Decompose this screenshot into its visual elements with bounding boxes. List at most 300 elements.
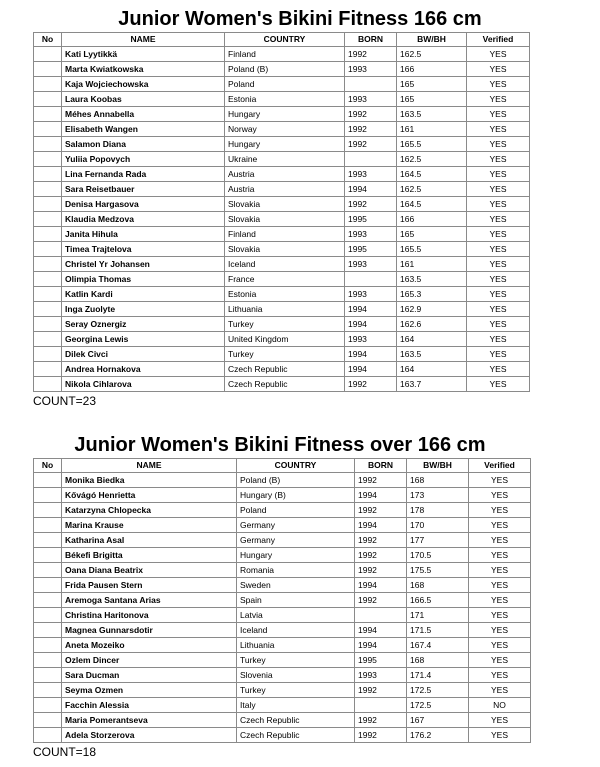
country-cell: Slovakia [225,212,345,227]
verified-cell: YES [469,638,531,653]
table-row [34,713,531,728]
no-cell [34,317,62,332]
verified-cell: YES [467,212,530,227]
verified-cell: YES [469,473,531,488]
born-cell: 1992 [355,548,407,563]
no-cell [34,272,62,287]
name-cell: Marta Kwiatkowska [62,62,225,77]
country-header: COUNTRY [237,459,355,473]
no-cell [34,668,62,683]
born-cell: 1992 [355,533,407,548]
country-cell: Turkey [225,347,345,362]
name-cell: Dilek Civci [62,347,225,362]
name-header: NAME [62,459,237,473]
table-row [34,92,530,107]
no-cell [34,332,62,347]
bw-bh-cell: 165 [397,92,467,107]
name-cell: Marina Krause [62,518,237,533]
born-cell: 1993 [345,332,397,347]
verified-cell: YES [467,167,530,182]
bw-bh-cell: 168 [407,653,469,668]
country-cell: Estonia [225,92,345,107]
verified-cell: YES [469,653,531,668]
bw-bh-cell: 163.5 [397,272,467,287]
born-cell: 1994 [355,638,407,653]
no-cell [34,362,62,377]
no-cell [34,653,62,668]
bw-bh-cell: 164 [397,362,467,377]
table-row [34,287,530,302]
country-cell: Hungary [237,548,355,563]
bw-bh-header: BW/BH [407,459,469,473]
born-cell [345,272,397,287]
bw-bh-cell: 168 [407,578,469,593]
born-cell: 1992 [355,473,407,488]
born-cell: 1994 [355,518,407,533]
born-cell [355,608,407,623]
table-row [34,608,531,623]
country-cell: Austria [225,167,345,182]
verified-cell: YES [467,287,530,302]
country-cell: Romania [237,563,355,578]
country-cell: Lithuania [237,638,355,653]
country-cell: Spain [237,593,355,608]
name-cell: Seyma Ozmen [62,683,237,698]
table-row [34,167,530,182]
verified-cell: YES [469,713,531,728]
name-cell: Aneta Mozeiko [62,638,237,653]
bw-bh-cell: 171 [407,608,469,623]
born-cell: 1993 [345,62,397,77]
name-cell: Kaja Wojciechowska [62,77,225,92]
name-cell: Christel Yr Johansen [62,257,225,272]
verified-cell: YES [467,197,530,212]
bw-bh-cell: 164 [397,332,467,347]
count-label: COUNT=18 [33,745,97,759]
table-row [34,377,530,392]
country-cell: Slovakia [225,197,345,212]
verified-cell: YES [469,668,531,683]
name-cell: Frida Pausen Stern [62,578,237,593]
born-cell: 1995 [345,242,397,257]
no-cell [34,197,62,212]
country-cell: Turkey [237,653,355,668]
born-cell: 1994 [355,623,407,638]
born-cell: 1993 [345,257,397,272]
name-cell: Elisabeth Wangen [62,122,225,137]
table-title: Junior Women's Bikini Fitness over 166 cm [74,434,486,456]
country-cell: United Kingdom [225,332,345,347]
table-row [34,518,531,533]
bw-bh-cell: 167.4 [407,638,469,653]
bw-bh-cell: 170.5 [407,548,469,563]
name-cell: Inga Zuolyte [62,302,225,317]
name-cell: Maria Pomerantseva [62,713,237,728]
verified-cell: YES [469,488,531,503]
name-cell: Laura Koobas [62,92,225,107]
country-cell: Hungary [225,137,345,152]
table-row [34,347,530,362]
verified-cell: YES [469,578,531,593]
no-cell [34,533,62,548]
name-cell: Oana Diana Beatrix [62,563,237,578]
name-cell: Lina Fernanda Rada [62,167,225,182]
no-cell [34,302,62,317]
verified-header: Verified [469,459,531,473]
verified-cell: YES [469,563,531,578]
born-cell: 1995 [355,653,407,668]
born-cell: 1992 [345,47,397,62]
verified-cell: YES [469,593,531,608]
name-cell: Adela Storzerova [62,728,237,743]
no-cell [34,518,62,533]
table-row [34,473,531,488]
name-cell: Katharina Asal [62,533,237,548]
no-cell [34,578,62,593]
table-row [34,503,531,518]
country-cell: Slovakia [225,242,345,257]
table-row [34,593,531,608]
country-cell: Poland (B) [237,473,355,488]
country-cell: Germany [237,533,355,548]
bw-bh-cell: 176.2 [407,728,469,743]
verified-cell: YES [469,608,531,623]
country-cell: Lithuania [225,302,345,317]
bw-bh-cell: 173 [407,488,469,503]
name-cell: Facchin Alessia [62,698,237,713]
no-cell [34,548,62,563]
bw-bh-cell: 165.5 [397,137,467,152]
bw-bh-cell: 166 [397,62,467,77]
born-cell: 1992 [345,377,397,392]
no-cell [34,503,62,518]
country-cell: Austria [225,182,345,197]
verified-cell: YES [467,362,530,377]
born-cell: 1992 [345,107,397,122]
bw-bh-cell: 175.5 [407,563,469,578]
table-row [34,362,530,377]
bw-bh-cell: 163.7 [397,377,467,392]
no-cell [34,107,62,122]
bw-bh-header: BW/BH [397,33,467,47]
name-header: NAME [62,33,225,47]
no-cell [34,377,62,392]
born-cell: 1992 [345,122,397,137]
bw-bh-cell: 162.5 [397,152,467,167]
table-row [34,683,531,698]
no-cell [34,62,62,77]
bw-bh-cell: 178 [407,503,469,518]
bw-bh-cell: 177 [407,533,469,548]
name-cell: Klaudia Medzova [62,212,225,227]
name-cell: Aremoga Santana Arias [62,593,237,608]
table-row [34,122,530,137]
born-cell: 1992 [355,503,407,518]
bw-bh-cell: 172.5 [407,683,469,698]
table-row [34,698,531,713]
bw-bh-cell: 163.5 [397,347,467,362]
country-cell: Latvia [237,608,355,623]
bw-bh-cell: 161 [397,257,467,272]
country-cell: Czech Republic [225,362,345,377]
country-cell: Czech Republic [237,728,355,743]
name-cell: Sara Ducman [62,668,237,683]
name-cell: Olimpia Thomas [62,272,225,287]
name-cell: Kati Lyytikkä [62,47,225,62]
born-cell: 1995 [345,212,397,227]
bw-bh-cell: 168 [407,473,469,488]
born-cell [345,77,397,92]
no-cell [34,137,62,152]
born-cell [355,698,407,713]
verified-cell: YES [467,242,530,257]
born-cell: 1992 [355,563,407,578]
name-cell: Ozlem Dincer [62,653,237,668]
no-header: No [34,459,62,473]
no-cell [34,182,62,197]
country-cell: Turkey [237,683,355,698]
born-cell: 1993 [355,668,407,683]
born-cell: 1992 [345,137,397,152]
no-cell [34,242,62,257]
country-cell: Sweden [237,578,355,593]
table-row [34,533,531,548]
table-row [34,272,530,287]
bw-bh-cell: 172.5 [407,698,469,713]
name-cell: Méhes Annabella [62,107,225,122]
no-cell [34,593,62,608]
no-cell [34,92,62,107]
verified-header: Verified [467,33,530,47]
bw-bh-cell: 162.9 [397,302,467,317]
name-cell: Yuliia Popovych [62,152,225,167]
bw-bh-cell: 170 [407,518,469,533]
table-row [34,488,531,503]
verified-cell: YES [467,107,530,122]
country-cell: France [225,272,345,287]
bw-bh-cell: 162.6 [397,317,467,332]
table-row [34,302,530,317]
bw-bh-cell: 163.5 [397,107,467,122]
no-cell [34,287,62,302]
no-cell [34,698,62,713]
verified-cell: YES [467,77,530,92]
count-label: COUNT=23 [33,394,97,408]
no-cell [34,683,62,698]
name-cell: Monika Biedka [62,473,237,488]
verified-cell: YES [469,623,531,638]
country-cell: Norway [225,122,345,137]
country-cell: Ukraine [225,152,345,167]
born-cell [345,152,397,167]
verified-cell: YES [467,377,530,392]
name-cell: Janita Hihula [62,227,225,242]
name-cell: Andrea Hornakova [62,362,225,377]
results-table [33,458,531,743]
country-cell: Poland [225,77,345,92]
country-cell: Hungary [225,107,345,122]
table-row [34,152,530,167]
verified-cell: YES [469,518,531,533]
verified-cell: YES [467,347,530,362]
table-row [34,623,531,638]
country-header: COUNTRY [225,33,345,47]
table-row [34,62,530,77]
born-header: BORN [355,459,407,473]
no-cell [34,608,62,623]
name-cell: Katlin Kardi [62,287,225,302]
bw-bh-cell: 165 [397,227,467,242]
table-title: Junior Women's Bikini Fitness 166 cm [118,8,482,30]
table-row [34,197,530,212]
country-cell: Italy [237,698,355,713]
name-cell: Denisa Hargasova [62,197,225,212]
table-row [34,47,530,62]
table-row [34,257,530,272]
verified-cell: YES [467,137,530,152]
verified-cell: YES [467,332,530,347]
born-cell: 1993 [345,287,397,302]
verified-cell: YES [467,122,530,137]
name-cell: Christina Haritonova [62,608,237,623]
table-row [34,137,530,152]
bw-bh-cell: 165 [397,77,467,92]
no-cell [34,728,62,743]
verified-cell: YES [469,533,531,548]
name-cell: Salamon Diana [62,137,225,152]
bw-bh-cell: 171.5 [407,623,469,638]
bw-bh-cell: 164.5 [397,197,467,212]
table-row [34,227,530,242]
born-cell: 1994 [345,317,397,332]
name-cell: Sara Reisetbauer [62,182,225,197]
country-cell: Poland [237,503,355,518]
name-cell: Békefi Brigitta [62,548,237,563]
country-cell: Slovenia [237,668,355,683]
table-row [34,638,531,653]
table-header-row [34,33,530,47]
name-cell: Seray Oznergiz [62,317,225,332]
no-cell [34,77,62,92]
table-row [34,182,530,197]
country-cell: Germany [237,518,355,533]
table-row [34,578,531,593]
born-cell: 1993 [345,92,397,107]
born-header: BORN [345,33,397,47]
country-cell: Iceland [237,623,355,638]
name-cell: Katarzyna Chlopecka [62,503,237,518]
table-header-row [34,459,531,473]
no-cell [34,347,62,362]
name-cell: Timea Trajtelova [62,242,225,257]
name-cell: Nikola Cihlarova [62,377,225,392]
verified-cell: YES [467,227,530,242]
country-cell: Finland [225,227,345,242]
name-cell: Kővágó Henrietta [62,488,237,503]
verified-cell: YES [467,257,530,272]
country-cell: Iceland [225,257,345,272]
country-cell: Finland [225,47,345,62]
born-cell: 1993 [345,227,397,242]
verified-cell: YES [467,62,530,77]
country-cell: Turkey [225,317,345,332]
verified-cell: YES [467,302,530,317]
verified-cell: YES [469,683,531,698]
verified-cell: NO [469,698,531,713]
verified-cell: YES [467,182,530,197]
bw-bh-cell: 167 [407,713,469,728]
bw-bh-cell: 166.5 [407,593,469,608]
no-cell [34,122,62,137]
no-cell [34,488,62,503]
born-cell: 1992 [355,593,407,608]
no-cell [34,212,62,227]
born-cell: 1992 [355,713,407,728]
verified-cell: YES [467,272,530,287]
born-cell: 1994 [345,302,397,317]
verified-cell: YES [469,548,531,563]
table-row [34,563,531,578]
table-row [34,317,530,332]
born-cell: 1993 [345,167,397,182]
table-row [34,77,530,92]
verified-cell: YES [469,503,531,518]
no-header: No [34,33,62,47]
born-cell: 1994 [345,347,397,362]
born-cell: 1992 [355,683,407,698]
bw-bh-cell: 162.5 [397,182,467,197]
no-cell [34,257,62,272]
bw-bh-cell: 165.3 [397,287,467,302]
table-row [34,242,530,257]
bw-bh-cell: 165.5 [397,242,467,257]
born-cell: 1994 [355,488,407,503]
table-row [34,668,531,683]
no-cell [34,713,62,728]
no-cell [34,47,62,62]
table-row [34,728,531,743]
bw-bh-cell: 166 [397,212,467,227]
no-cell [34,227,62,242]
name-cell: Georgina Lewis [62,332,225,347]
no-cell [34,638,62,653]
table-row [34,212,530,227]
bw-bh-cell: 162.5 [397,47,467,62]
born-cell: 1994 [345,362,397,377]
born-cell: 1994 [355,578,407,593]
no-cell [34,563,62,578]
verified-cell: YES [469,728,531,743]
verified-cell: YES [467,152,530,167]
table-row [34,332,530,347]
country-cell: Estonia [225,287,345,302]
country-cell: Poland (B) [225,62,345,77]
country-cell: Czech Republic [237,713,355,728]
no-cell [34,623,62,638]
no-cell [34,152,62,167]
bw-bh-cell: 164.5 [397,167,467,182]
verified-cell: YES [467,47,530,62]
bw-bh-cell: 161 [397,122,467,137]
country-cell: Czech Republic [225,377,345,392]
table-row [34,653,531,668]
born-cell: 1994 [345,182,397,197]
no-cell [34,167,62,182]
table-row [34,107,530,122]
verified-cell: YES [467,92,530,107]
country-cell: Hungary (B) [237,488,355,503]
name-cell: Magnea Gunnarsdotir [62,623,237,638]
